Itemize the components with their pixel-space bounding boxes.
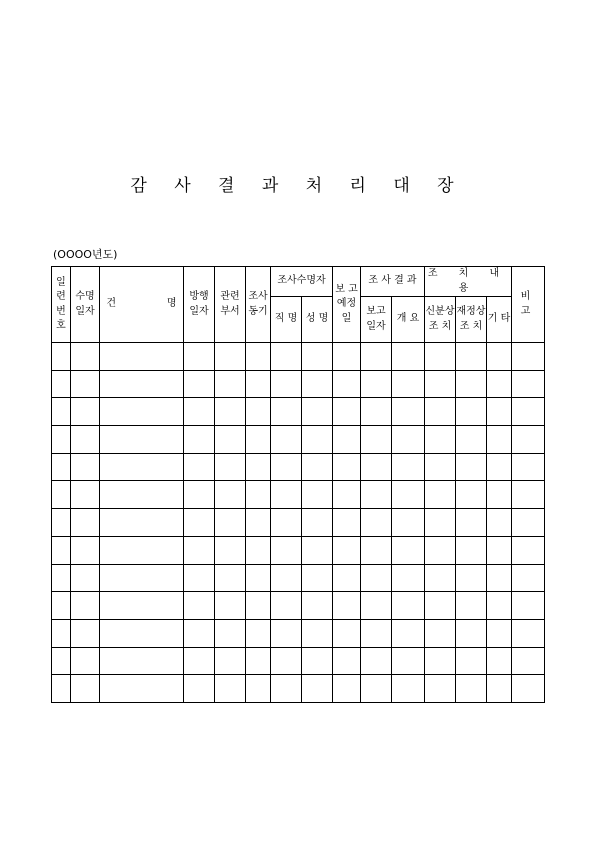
table-cell[interactable] (456, 509, 487, 537)
table-cell[interactable] (271, 370, 302, 398)
table-cell[interactable] (361, 453, 392, 481)
table-cell[interactable] (100, 675, 184, 703)
table-cell[interactable] (333, 536, 361, 564)
table-cell[interactable] (456, 398, 487, 426)
table-cell[interactable] (184, 564, 215, 592)
table-cell[interactable] (71, 619, 100, 647)
table-cell[interactable] (361, 536, 392, 564)
table-cell[interactable] (512, 536, 545, 564)
table-cell[interactable] (246, 453, 271, 481)
table-cell[interactable] (456, 536, 487, 564)
table-cell[interactable] (246, 343, 271, 371)
table-cell[interactable] (456, 592, 487, 620)
table-cell[interactable] (302, 564, 333, 592)
table-cell[interactable] (361, 426, 392, 454)
table-cell[interactable] (52, 453, 71, 481)
table-cell[interactable] (215, 647, 246, 675)
table-cell[interactable] (512, 398, 545, 426)
table-cell[interactable] (215, 675, 246, 703)
table-cell[interactable] (302, 536, 333, 564)
table-cell[interactable] (487, 481, 512, 509)
table-cell[interactable] (487, 370, 512, 398)
table-cell[interactable] (271, 647, 302, 675)
table-cell[interactable] (184, 426, 215, 454)
table-cell[interactable] (246, 370, 271, 398)
table-cell[interactable] (52, 426, 71, 454)
table-cell[interactable] (184, 647, 215, 675)
table-cell[interactable] (302, 509, 333, 537)
table-cell[interactable] (246, 619, 271, 647)
table-cell[interactable] (184, 398, 215, 426)
header-related-dept: 관련 부서 (215, 267, 246, 343)
table-cell[interactable] (184, 675, 215, 703)
table-cell[interactable] (487, 509, 512, 537)
table-cell[interactable] (392, 564, 425, 592)
table-row (52, 592, 545, 620)
table-cell[interactable] (512, 619, 545, 647)
table-cell[interactable] (456, 481, 487, 509)
table-cell[interactable] (100, 343, 184, 371)
table-cell[interactable] (456, 675, 487, 703)
table-cell[interactable] (271, 426, 302, 454)
header-audit-result: 조 사 결 과 (361, 267, 425, 297)
table-cell[interactable] (512, 564, 545, 592)
table-cell[interactable] (512, 481, 545, 509)
header-remarks: 비 고 (512, 267, 545, 343)
table-cell[interactable] (425, 619, 456, 647)
table-cell[interactable] (271, 564, 302, 592)
table-row (52, 426, 545, 454)
table-cell[interactable] (392, 592, 425, 620)
table-cell[interactable] (302, 619, 333, 647)
table-cell[interactable] (392, 453, 425, 481)
table-cell[interactable] (100, 564, 184, 592)
table-cell[interactable] (215, 619, 246, 647)
table-row (52, 536, 545, 564)
header-case-name: 건 명 (100, 267, 184, 343)
table-cell[interactable] (425, 647, 456, 675)
table-cell[interactable] (184, 619, 215, 647)
header-investigator-name: 성 명 (302, 297, 333, 343)
table-cell[interactable] (184, 592, 215, 620)
table-cell[interactable] (425, 481, 456, 509)
table-cell[interactable] (100, 509, 184, 537)
table-cell[interactable] (392, 647, 425, 675)
table-cell[interactable] (425, 343, 456, 371)
table-cell[interactable] (100, 619, 184, 647)
table-row (52, 619, 545, 647)
table-cell[interactable] (100, 536, 184, 564)
table-cell[interactable] (52, 564, 71, 592)
table-cell[interactable] (215, 426, 246, 454)
table-cell[interactable] (333, 453, 361, 481)
table-cell[interactable] (302, 647, 333, 675)
table-cell[interactable] (271, 536, 302, 564)
header-action: 조 치 내 용 (425, 267, 512, 297)
table-cell[interactable] (361, 564, 392, 592)
table-cell[interactable] (333, 647, 361, 675)
table-cell[interactable] (71, 398, 100, 426)
table-cell[interactable] (392, 343, 425, 371)
table-cell[interactable] (215, 509, 246, 537)
table-cell[interactable] (246, 675, 271, 703)
table-cell[interactable] (392, 509, 425, 537)
table-cell[interactable] (184, 509, 215, 537)
table-cell[interactable] (487, 398, 512, 426)
table-cell[interactable] (512, 509, 545, 537)
table-cell[interactable] (215, 564, 246, 592)
table-cell[interactable] (71, 564, 100, 592)
header-personnel-action: 신분상 조 치 (425, 297, 456, 343)
header-investigator-title: 직 명 (271, 297, 302, 343)
table-cell[interactable] (271, 343, 302, 371)
table-row (52, 370, 545, 398)
table-cell[interactable] (361, 647, 392, 675)
table-cell[interactable] (271, 453, 302, 481)
audit-result-table (51, 266, 545, 703)
table-cell[interactable] (333, 426, 361, 454)
table-cell[interactable] (184, 481, 215, 509)
table-cell[interactable] (425, 453, 456, 481)
table-cell[interactable] (71, 453, 100, 481)
table-cell[interactable] (52, 592, 71, 620)
table-cell[interactable] (302, 398, 333, 426)
table-cell[interactable] (52, 398, 71, 426)
table-cell[interactable] (333, 675, 361, 703)
table-cell[interactable] (100, 592, 184, 620)
table-cell[interactable] (512, 453, 545, 481)
table-cell[interactable] (512, 592, 545, 620)
table-row (52, 564, 545, 592)
table-cell[interactable] (456, 564, 487, 592)
table-cell[interactable] (215, 453, 246, 481)
table-cell[interactable] (392, 426, 425, 454)
table-cell[interactable] (392, 536, 425, 564)
table-cell[interactable] (456, 453, 487, 481)
table-row (52, 675, 545, 703)
table-cell[interactable] (302, 675, 333, 703)
table-cell[interactable] (246, 426, 271, 454)
table-cell[interactable] (100, 426, 184, 454)
table-row (52, 453, 545, 481)
table-row (52, 398, 545, 426)
table-cell[interactable] (361, 509, 392, 537)
table-cell[interactable] (71, 370, 100, 398)
table-cell[interactable] (71, 675, 100, 703)
table-cell[interactable] (456, 426, 487, 454)
table-cell[interactable] (361, 675, 392, 703)
table-cell[interactable] (302, 370, 333, 398)
table-cell[interactable] (361, 398, 392, 426)
table-cell[interactable] (361, 370, 392, 398)
table-cell[interactable] (487, 536, 512, 564)
table-cell[interactable] (456, 370, 487, 398)
table-cell[interactable] (487, 453, 512, 481)
table-cell[interactable] (271, 592, 302, 620)
table-cell[interactable] (333, 343, 361, 371)
table-cell[interactable] (52, 509, 71, 537)
table-cell[interactable] (425, 564, 456, 592)
table-cell[interactable] (271, 619, 302, 647)
table-cell[interactable] (71, 509, 100, 537)
header-summary: 개 요 (392, 297, 425, 343)
table-cell[interactable] (215, 536, 246, 564)
table-cell[interactable] (302, 453, 333, 481)
table-cell[interactable] (246, 398, 271, 426)
table-cell[interactable] (512, 343, 545, 371)
header-audit-motive: 조사 동기 (246, 267, 271, 343)
table-cell[interactable] (52, 370, 71, 398)
table-cell[interactable] (487, 564, 512, 592)
table-cell[interactable] (100, 647, 184, 675)
table-cell[interactable] (361, 619, 392, 647)
table-cell[interactable] (512, 647, 545, 675)
table-cell[interactable] (246, 592, 271, 620)
header-report-due: 보 고 예정일 (333, 267, 361, 343)
table-cell[interactable] (184, 453, 215, 481)
table-cell[interactable] (271, 509, 302, 537)
table-cell[interactable] (392, 481, 425, 509)
table-cell[interactable] (333, 592, 361, 620)
table-cell[interactable] (333, 481, 361, 509)
table-cell[interactable] (71, 481, 100, 509)
table-cell[interactable] (71, 343, 100, 371)
table-cell[interactable] (456, 343, 487, 371)
table-cell[interactable] (425, 592, 456, 620)
table-cell[interactable] (215, 398, 246, 426)
table-cell[interactable] (71, 426, 100, 454)
table-cell[interactable] (215, 343, 246, 371)
table-cell[interactable] (392, 398, 425, 426)
table-cell[interactable] (487, 592, 512, 620)
table-cell[interactable] (246, 536, 271, 564)
table-cell[interactable] (361, 481, 392, 509)
table-cell[interactable] (302, 592, 333, 620)
table-cell[interactable] (456, 647, 487, 675)
table-cell[interactable] (425, 509, 456, 537)
table-cell[interactable] (487, 343, 512, 371)
table-cell[interactable] (425, 398, 456, 426)
header-receipt-date: 수명 일자 (71, 267, 100, 343)
table-row (52, 647, 545, 675)
table-cell[interactable] (100, 453, 184, 481)
table-cell[interactable] (302, 343, 333, 371)
table-cell[interactable] (333, 619, 361, 647)
table-row (52, 509, 545, 537)
table-cell[interactable] (271, 481, 302, 509)
table-cell[interactable] (71, 647, 100, 675)
table-cell[interactable] (271, 398, 302, 426)
table-cell[interactable] (271, 675, 302, 703)
table-cell[interactable] (425, 370, 456, 398)
table-cell[interactable] (52, 619, 71, 647)
table-cell[interactable] (246, 481, 271, 509)
table-cell[interactable] (184, 343, 215, 371)
table-cell[interactable] (361, 592, 392, 620)
table-cell[interactable] (333, 509, 361, 537)
table-cell[interactable] (487, 647, 512, 675)
table-cell[interactable] (52, 481, 71, 509)
table-cell[interactable] (512, 426, 545, 454)
table-cell[interactable] (215, 481, 246, 509)
table-cell[interactable] (302, 481, 333, 509)
table-cell[interactable] (425, 675, 456, 703)
table-row (52, 481, 545, 509)
table-cell[interactable] (52, 675, 71, 703)
table-cell[interactable] (246, 564, 271, 592)
table-cell[interactable] (333, 398, 361, 426)
table-cell[interactable] (246, 509, 271, 537)
header-seq-no: 일련 번호 (52, 267, 71, 343)
table-cell[interactable] (392, 619, 425, 647)
table-cell[interactable] (392, 675, 425, 703)
table-cell[interactable] (425, 536, 456, 564)
table-cell[interactable] (361, 343, 392, 371)
table-cell[interactable] (215, 592, 246, 620)
table-cell[interactable] (425, 426, 456, 454)
table-cell[interactable] (333, 370, 361, 398)
year-label: (OOOO년도) (53, 248, 118, 261)
table-cell[interactable] (487, 675, 512, 703)
table-cell[interactable] (71, 592, 100, 620)
table-cell[interactable] (512, 675, 545, 703)
table-cell[interactable] (246, 647, 271, 675)
table-cell[interactable] (487, 619, 512, 647)
table-cell[interactable] (333, 564, 361, 592)
table-cell[interactable] (184, 536, 215, 564)
table-cell[interactable] (512, 370, 545, 398)
table-cell[interactable] (456, 619, 487, 647)
table-cell[interactable] (52, 647, 71, 675)
table-cell[interactable] (100, 481, 184, 509)
header-investigator: 조사수명자 (271, 267, 333, 297)
table-cell[interactable] (52, 536, 71, 564)
table-cell[interactable] (100, 398, 184, 426)
table-body (52, 343, 545, 703)
table-cell[interactable] (184, 370, 215, 398)
table-cell[interactable] (71, 536, 100, 564)
table-cell[interactable] (392, 370, 425, 398)
table-cell[interactable] (215, 370, 246, 398)
document-title: 감 사 결 과 처 리 대 장 (130, 176, 465, 196)
header-other: 기 타 (487, 297, 512, 343)
header-visit-date: 방행 일자 (184, 267, 215, 343)
table-cell[interactable] (302, 426, 333, 454)
table-row (52, 343, 545, 371)
table-cell[interactable] (100, 370, 184, 398)
table-cell[interactable] (487, 426, 512, 454)
header-financial-action: 재정상 조 치 (456, 297, 487, 343)
table-cell[interactable] (52, 343, 71, 371)
header-report-date: 보고 일자 (361, 297, 392, 343)
